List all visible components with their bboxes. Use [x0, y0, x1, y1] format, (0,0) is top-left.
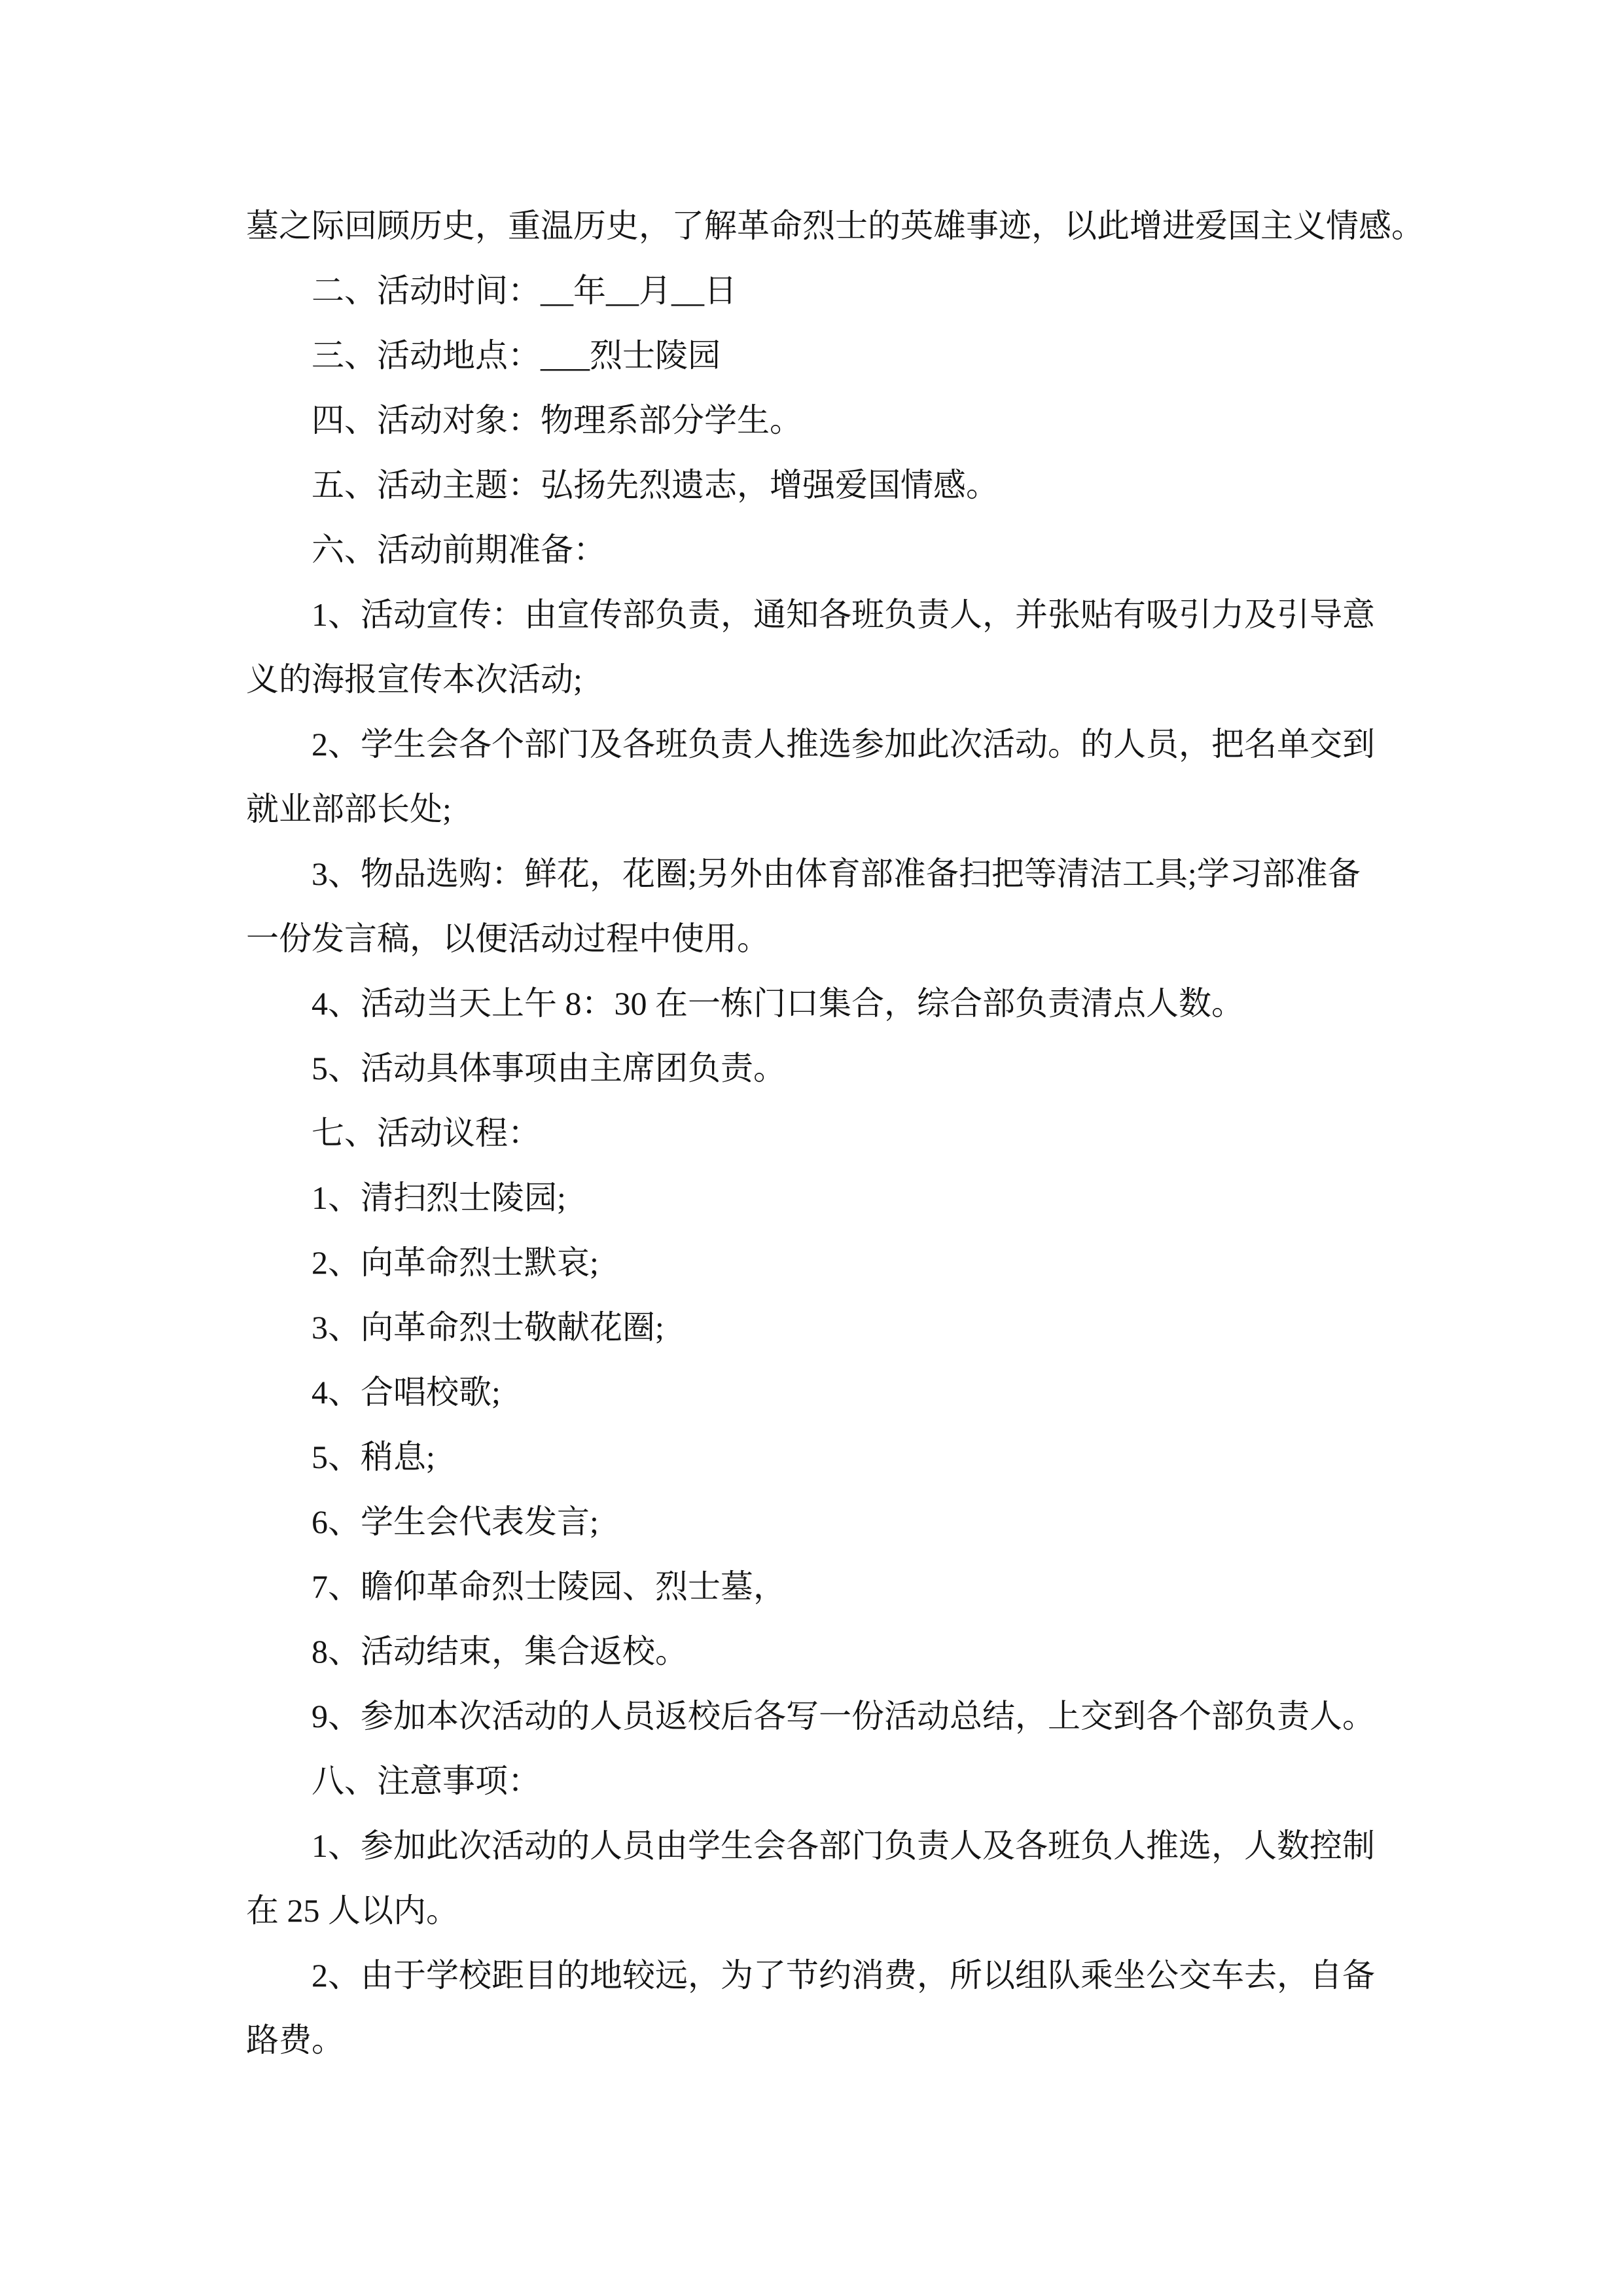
text-line: 一份发言稿，以便活动过程中使用。	[246, 920, 770, 957]
text-line: 在 25 人以内。	[246, 1892, 459, 1929]
text-line: 就业部部长处;	[246, 791, 452, 827]
text-line: 四、活动对象：物理系部分学生。	[312, 402, 802, 439]
text-line: 六、活动前期准备：	[312, 531, 606, 568]
text-line: 1、清扫烈士陵园;	[312, 1179, 566, 1216]
text-line: 4、合唱校歌;	[312, 1374, 501, 1410]
text-line: 3、向革命烈士敬献花圈;	[312, 1309, 664, 1346]
text-line: 6、学生会代表发言;	[312, 1503, 599, 1540]
text-line: 七、活动议程：	[312, 1115, 541, 1151]
text-line: 2、学生会各个部门及各班负责人推选参加此次活动。的人员，把名单交到	[312, 726, 1375, 762]
text-line: 4、活动当天上午 8：30 在一栋门口集合，综合部负责清点人数。	[312, 985, 1244, 1022]
text-line: 三、活动地点：___烈士陵园	[312, 337, 721, 374]
text-line: 2、向革命烈士默哀;	[312, 1244, 599, 1281]
text-line: 1、参加此次活动的人员由学生会各部门负责人及各班负人推选，人数控制	[312, 1827, 1375, 1864]
text-line: 八、注意事项：	[312, 1763, 541, 1799]
text-line: 墓之际回顾历史，重温历史，了解革命烈士的英雄事迹，以此增进爱国主义情感。	[246, 207, 1424, 244]
text-line: 路费。	[246, 2022, 344, 2058]
text-line: 五、活动主题：弘扬先烈遗志，增强爱国情感。	[312, 467, 999, 503]
text-line: 7、瞻仰革命烈士陵园、烈士墓，	[312, 1568, 786, 1605]
text-line: 8、活动结束，集合返校。	[312, 1633, 688, 1670]
text-line: 2、由于学校距目的地较远，为了节约消费，所以组队乘坐公交车去，自备	[312, 1957, 1375, 1994]
text-line: 义的海报宣传本次活动;	[246, 661, 582, 698]
text-line: 5、活动具体事项由主席团负责。	[312, 1050, 786, 1086]
text-line: 1、活动宣传：由宣传部负责，通知各班负责人，并张贴有吸引力及引导意	[312, 596, 1375, 633]
document-body	[246, 194, 1424, 2073]
text-line: 9、参加本次活动的人员返校后各写一份活动总结，上交到各个部负责人。	[312, 1698, 1375, 1734]
text-line: 二、活动时间：__年__月__日	[312, 272, 737, 309]
text-line: 3、物品选购：鲜花，花圈;另外由体育部准备扫把等清洁工具;学习部准备	[312, 855, 1361, 892]
text-line: 5、稍息;	[312, 1439, 435, 1475]
